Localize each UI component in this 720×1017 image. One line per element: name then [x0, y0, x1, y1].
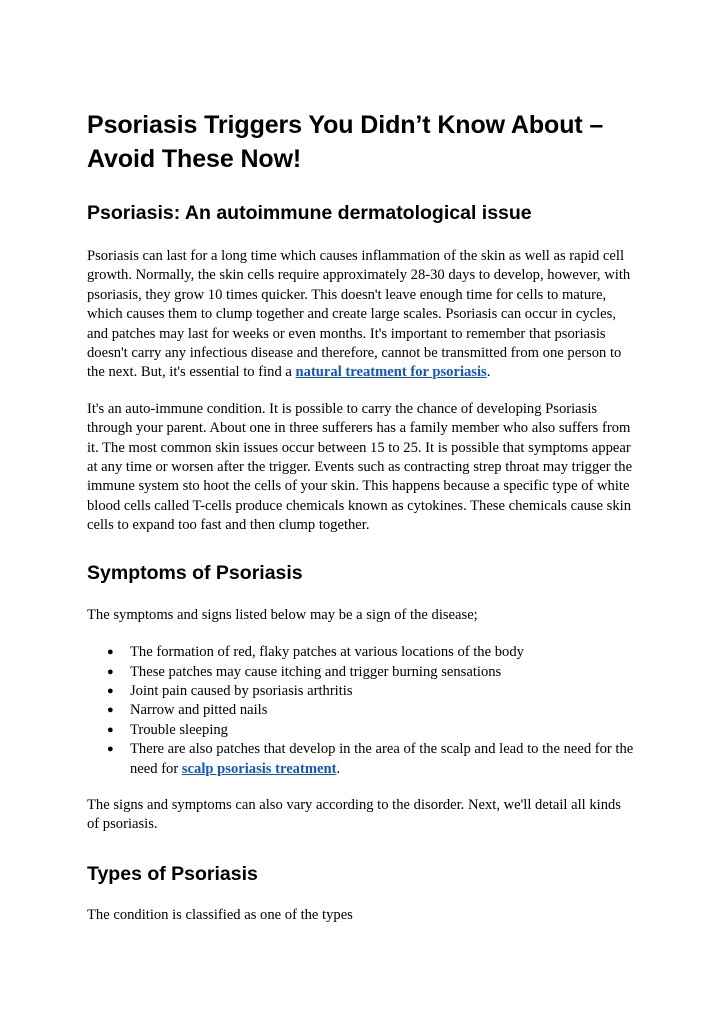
types-intro: The condition is classified as one of the types	[87, 906, 353, 923]
list-item-text: There are also patches that develop in the area of the scalp and lead to the need for the need for	[130, 741, 634, 777]
list-item-text: Trouble sleeping	[130, 721, 228, 738]
list-item	[87, 721, 635, 740]
scalp-treatment-link[interactable]: scalp psoriasis treatment	[181, 760, 337, 777]
list-item-text: Joint pain caused by psoriasis arthritis	[130, 682, 353, 699]
list-item	[87, 643, 635, 662]
list-item-text: Narrow and pitted nails	[130, 702, 268, 719]
list-item-text: The formation of red, flaky patches at various locations of the body	[130, 644, 524, 661]
autoimmune-paragraph: It's an auto-immune condition. It is possible to carry the chance of developing Psoriasis through your parent. About one in three sufferers has a family member who also suffers from it. The most common skin issues occur between 15 to 25. It is possible that symptoms appear at any time or worsen after the trigger. Events such as contracting strep throat may trigger the immune system sto hoot the cells of your skin. This happens because a specific type of white blood cells called T-cells produce chemicals known as cytokines. These chemicals cause skin cells to expand too fast and then clump together.	[87, 400, 633, 534]
bullet-icon: ●	[107, 743, 114, 756]
list-item	[87, 663, 635, 682]
intro-text-end: .	[486, 364, 491, 381]
bullet-icon: ●	[107, 665, 114, 678]
section-heading-types: Types of Psoriasis	[87, 862, 258, 885]
bullet-icon: ●	[107, 723, 114, 736]
intro-text: Psoriasis can last for a long time which causes inflammation of the skin as well as rapid cell growth. Normally, the skin cells require approximately 28-30 days to develop, however, with psoriasis, they grow 10 times quicker. This doesn't leave enough time for cells to mature, which causes them to clump together and create large scales. Psoriasis can occur in cycles, and patches may last for weeks or even months. It's important to remember that psoriasis doesn't carry any infectious disease and therefore, cannot be transmitted from one person to the next. But, it's essential to find a	[87, 248, 631, 381]
symptoms-intro: The symptoms and signs listed below may be a sign of the disease;	[87, 606, 478, 623]
bullet-icon: ●	[107, 704, 114, 717]
symptom-list	[87, 643, 635, 779]
section-heading-autoimmune: Psoriasis: An autoimmune dermatological issue	[87, 202, 532, 224]
list-item	[87, 682, 635, 701]
list-item	[87, 740, 635, 779]
list-item-text: These patches may cause itching and trigger burning sensations	[130, 663, 502, 680]
symptoms-vary-paragraph: The signs and symptoms can also vary according to the disorder. Next, we'll detail all kinds of psoriasis.	[87, 796, 621, 833]
document-page	[87, 108, 635, 925]
bullet-icon: ●	[107, 646, 114, 659]
list-item	[87, 701, 635, 720]
page-title: Psoriasis Triggers You Didn’t Know About – Avoid These Now!	[87, 111, 604, 173]
intro-paragraph	[87, 247, 635, 383]
list-item-text-end: .	[336, 760, 341, 777]
section-heading-symptoms: Symptoms of Psoriasis	[87, 561, 303, 584]
natural-treatment-link[interactable]: natural treatment for psoriasis	[295, 364, 487, 381]
bullet-icon: ●	[107, 684, 114, 697]
